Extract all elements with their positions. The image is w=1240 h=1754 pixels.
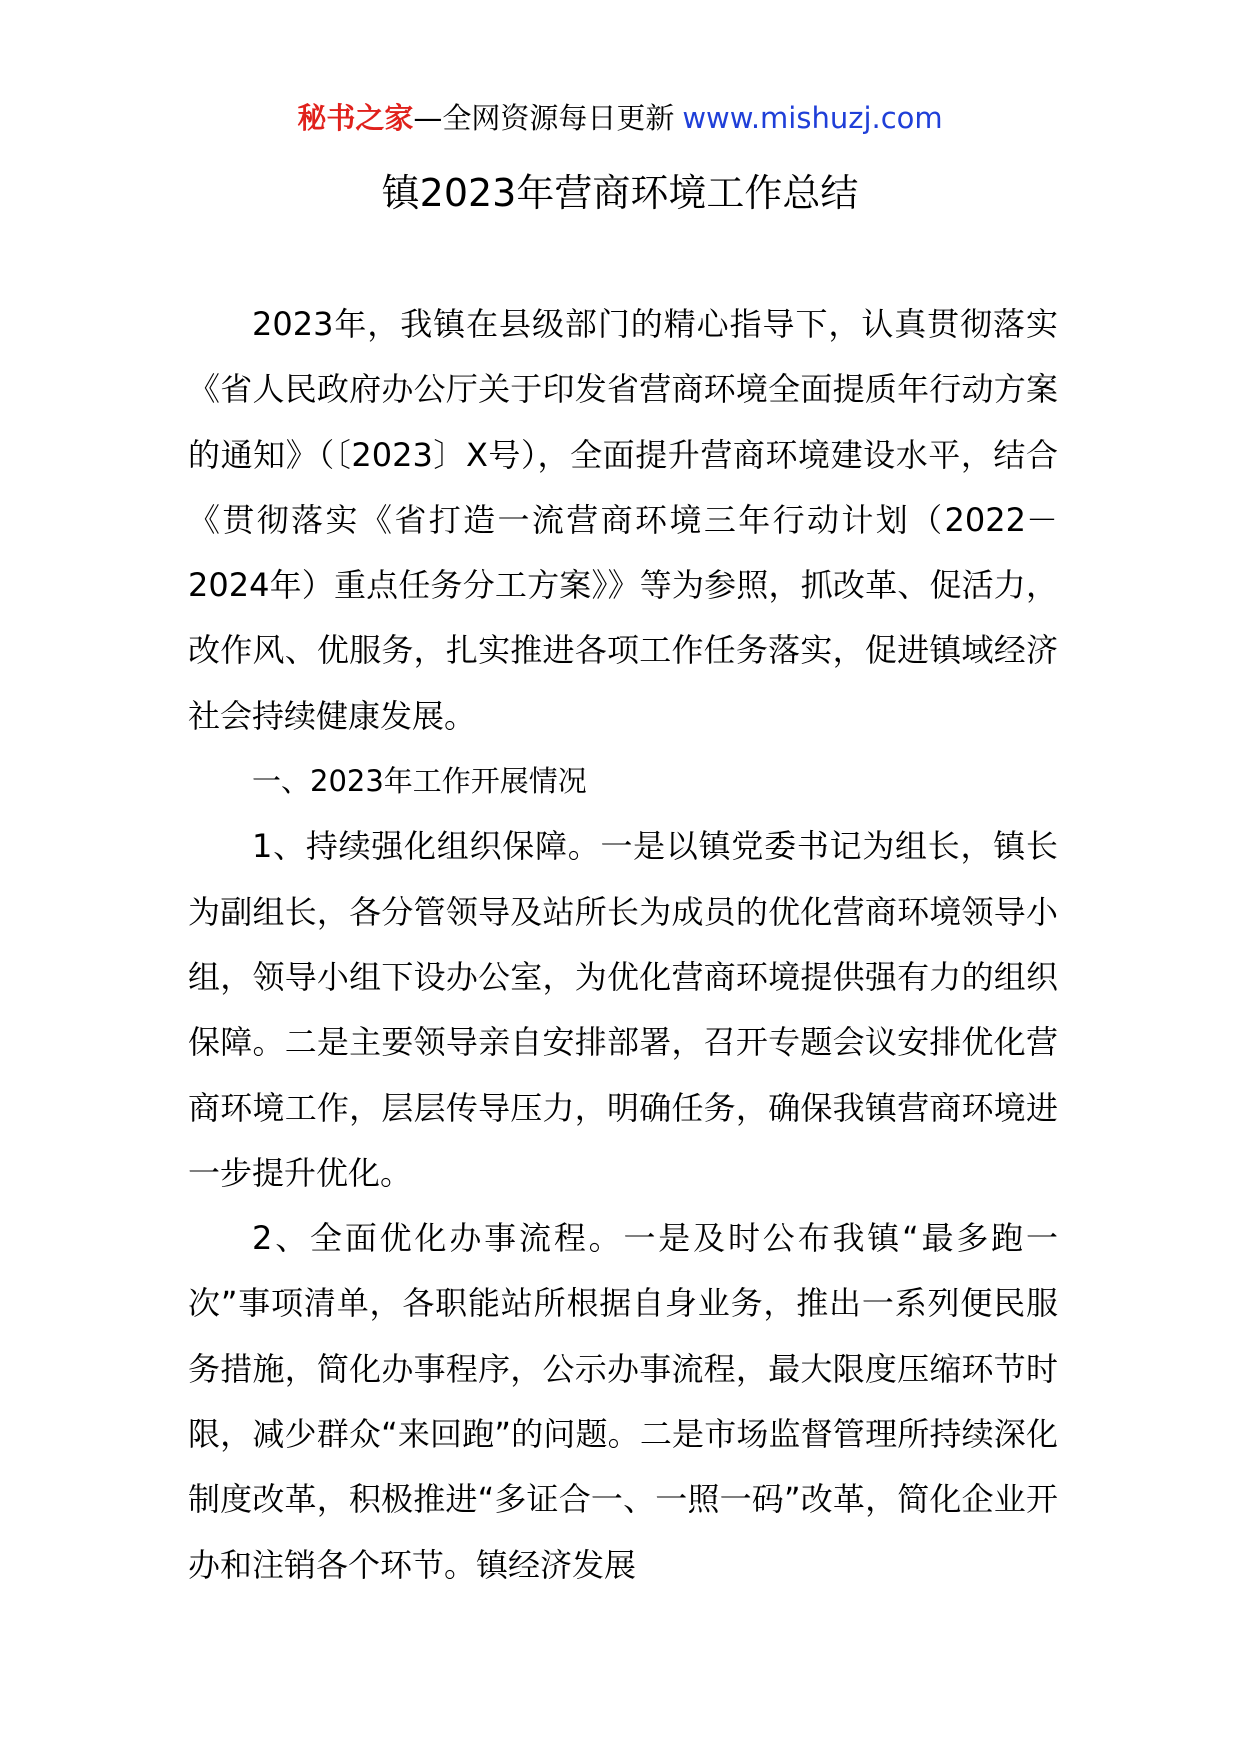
site-brand: 秘书之家: [297, 101, 414, 135]
paragraph-organization: 1、持续强化组织保障。一是以镇党委书记为组长，镇长为副组长，各分管领导及站所长为成员的优化营商环境领导小组，领导小组下设办公室，为优化营商环境提供强有力的组织保障。二是主要领导亲自安排部署，召开专题会议安排优化营商环境工作，层层传导压力，明确任务，确保我镇营商环境进一步提升优化。: [188, 827, 1058, 1192]
document-title: 镇2023年营商环境工作总结: [381, 171, 859, 215]
paragraph-process: 2、全面优化办事流程。一是及时公布我镇“最多跑一次”事项清单，各职能站所根据自身业务，推出一系列便民服务措施，简化办事程序，公示办事流程，最大限度压缩环节时限，减少群众“来回跑”的问题。二是市场监督管理所持续深化制度改革，积极推进“多证合一、一照一码”改革，简化企业开办和注销各个环节。镇经济发展: [188, 1219, 1058, 1584]
site-url-link[interactable]: www.mishuzj.com: [682, 101, 943, 135]
document-body: [188, 292, 1058, 1598]
site-tagline: —全网资源每日更新: [413, 101, 675, 135]
section-heading: 一、2023年工作开展情况: [252, 764, 587, 799]
intro-paragraph: 2023年，我镇在县级部门的精心指导下，认真贯彻落实《省人民政府办公厅关于印发省营商环境全面提质年行动方案的通知》（〔2023〕X号），全面提升营商环境建设水平，结合《贯彻落实《省打造一流营商环境三年行动计划（2022－2024年）重点任务分工方案》》等为参照，抓改革、促活力，改作风、优服务，扎实推进各项工作任务落实，促进镇域经济社会持续健康发展。: [188, 305, 1058, 735]
site-header: [0, 98, 1240, 138]
